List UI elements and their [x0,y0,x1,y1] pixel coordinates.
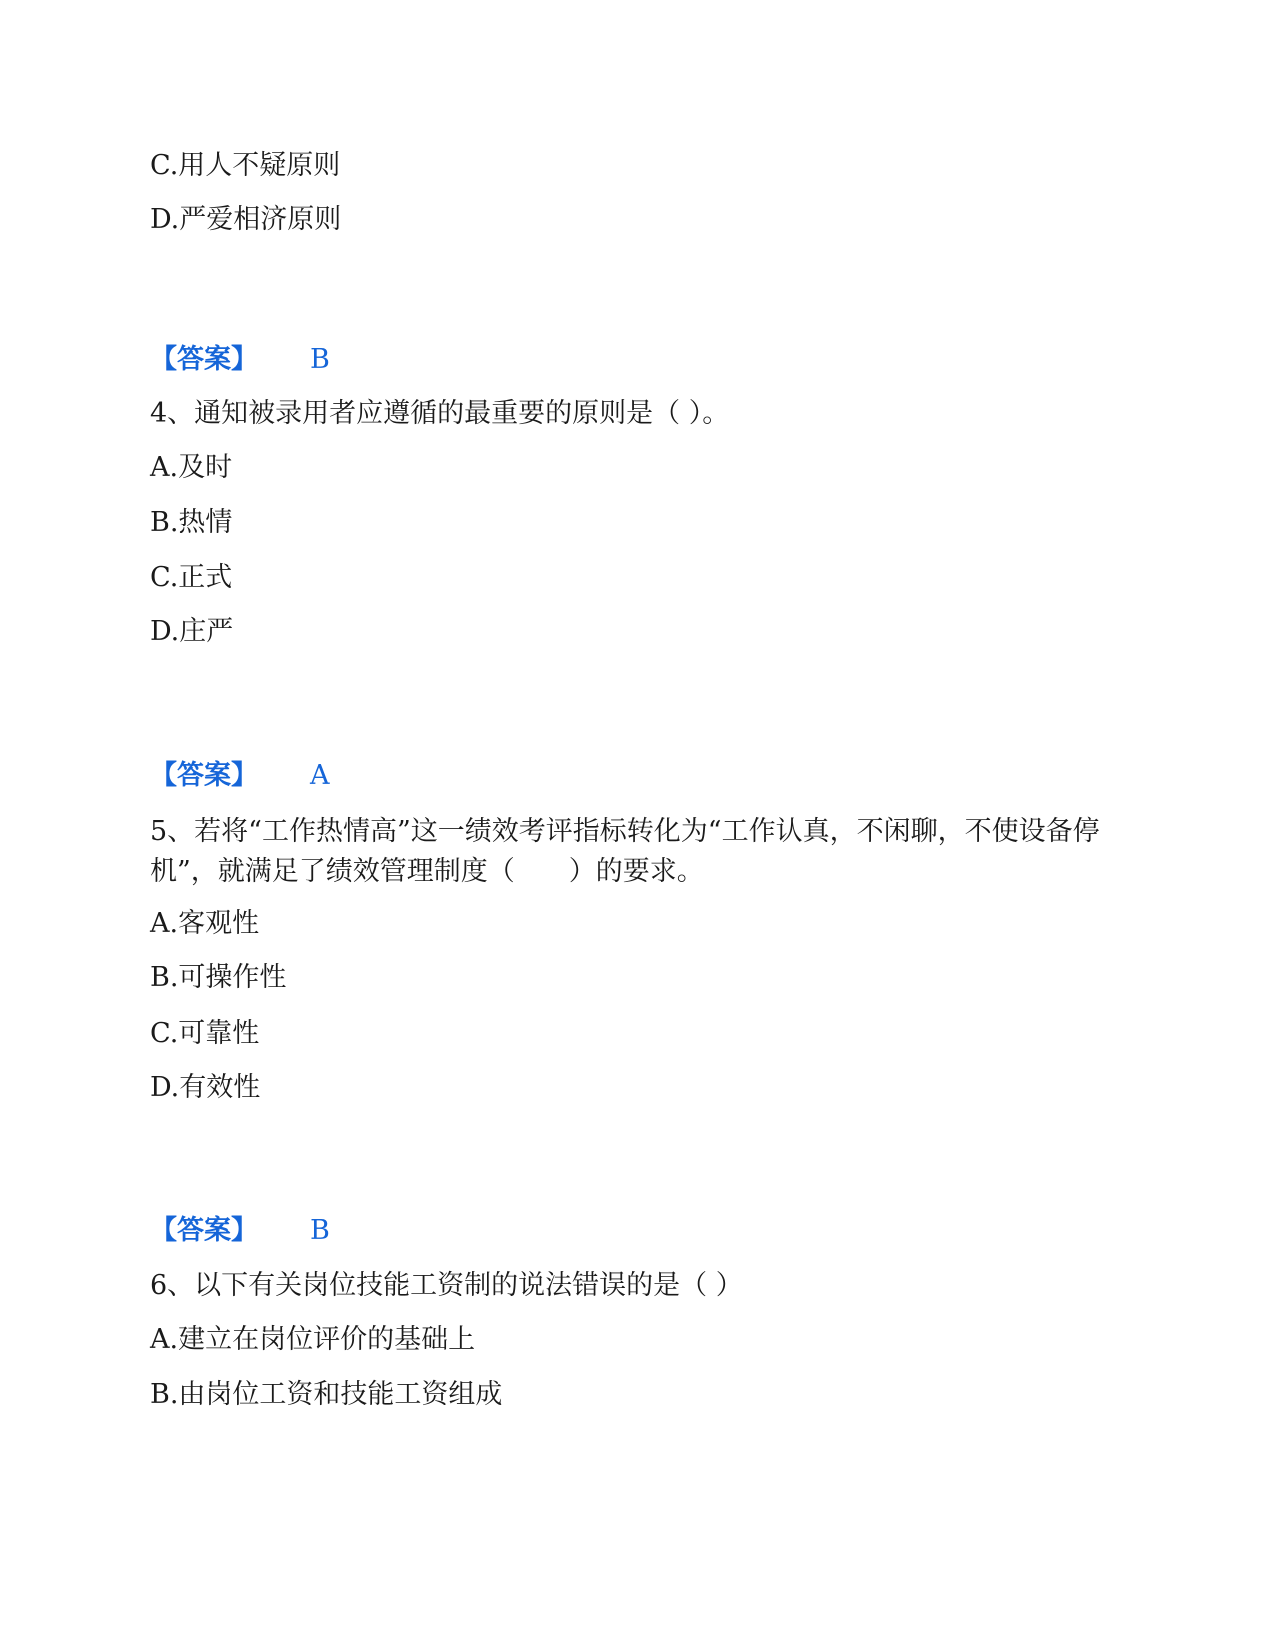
option-a: A.客观性 [150,908,260,939]
answer-value: B [310,1215,330,1246]
option-c: C.用人不疑原则 [150,150,341,181]
question-text: 4、通知被录用者应遵循的最重要的原则是（ ）。 [150,398,730,429]
option-a: A.建立在岗位评价的基础上 [150,1324,476,1355]
option-d: D.有效性 [150,1072,261,1103]
answer-label: 【答案】 [150,1215,258,1246]
answer-value: B [310,344,330,375]
answer-line [150,760,330,792]
option-b: B.热情 [150,507,233,538]
answer-line [150,344,330,376]
answer-label: 【答案】 [150,344,258,375]
answer-line [150,1215,330,1247]
option-b: B.由岗位工资和技能工资组成 [150,1379,503,1410]
question-text: 6、以下有关岗位技能工资制的说法错误的是（ ） [150,1270,743,1301]
option-c: C.正式 [150,562,233,593]
answer-label: 【答案】 [150,760,258,791]
option-d: D.庄严 [150,616,234,647]
question-text: 5、若将“工作热情高”这一绩效考评指标转化为“工作认真，不闲聊，不使设备停机”，就满足了绩效管理制度（ ）的要求。 [150,816,1100,887]
option-b: B.可操作性 [150,962,287,993]
answer-value: A [310,760,330,791]
option-c: C.可靠性 [150,1018,260,1049]
option-a: A.及时 [150,452,233,483]
option-d: D.严爱相济原则 [150,204,342,235]
